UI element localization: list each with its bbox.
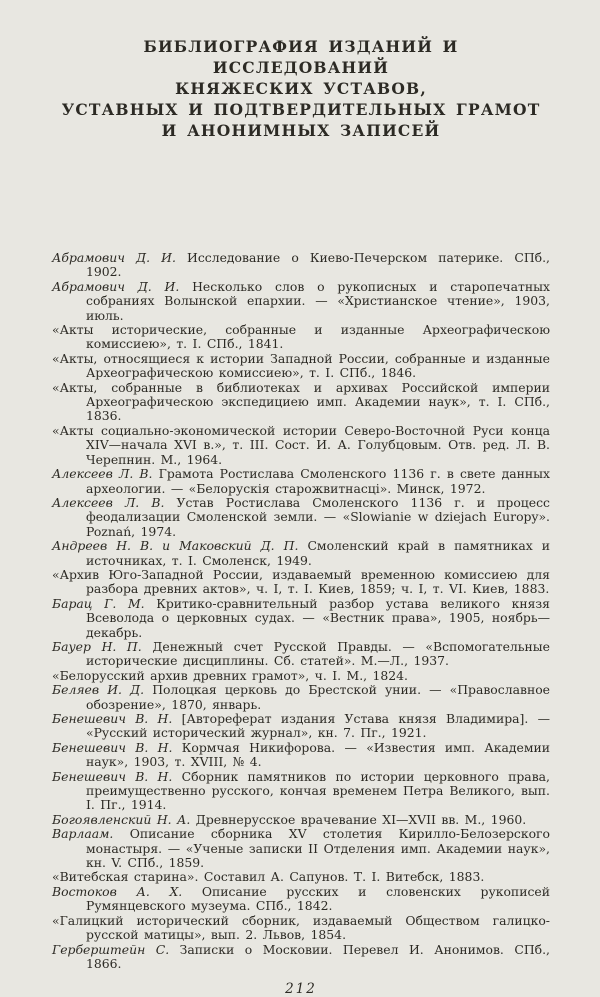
bibliography-entry — [52, 323, 550, 352]
entry-author: Бенешевич В. Н. — [52, 768, 173, 784]
entry-text: Описание русских и словенских рукописей Румянцевского музеума. СПб., 1842. — [86, 883, 550, 914]
entry-text: Описание сборника XV столетия Кирилло-Белозерского монастыря. — «Ученые записки II Отделения имп. Академии наук», кн. V. СПб., 1859. — [86, 826, 550, 871]
page-number: 212 — [285, 981, 317, 997]
bibliography-entry — [52, 352, 550, 381]
bibliography-entry — [52, 813, 550, 827]
entry-text: «Галицкий исторический сборник, издаваемый Обществом галицко-русской матицы», вып. 2. Львов, 1854. — [52, 912, 550, 943]
title-line: КНЯЖЕСКИХ УСТАВОВ, — [175, 79, 427, 98]
bibliography-entry — [52, 381, 550, 424]
entry-text: Записки о Московии. Перевел И. Анонимов. СПб., 1866. — [86, 941, 550, 971]
entry-text: Полоцкая церковь до Брестской унии. — «Православное обозрение», 1870, январь. — [86, 682, 550, 712]
entry-author: Беляев И. Д. — [52, 682, 145, 698]
bibliography-entry — [52, 943, 550, 972]
entry-author: Абрамович Д. И. — [52, 250, 176, 265]
title-line: УСТАВНЫХ И ПОДТВЕРДИТЕЛЬНЫХ ГРАМОТ — [61, 100, 541, 119]
title-line: БИБЛИОГРАФИЯ ИЗДАНИЙ И ИССЛЕДОВАНИЙ — [143, 37, 459, 77]
page-title — [52, 36, 550, 141]
entry-text: «Акты, собранные в библиотеках и архивах Российской империи Археографическою экспедициею имп. Академии наук», т. I. СПб., 1836. — [52, 379, 550, 424]
entry-text: Несколько слов о рукописных и старопечатных собраниях Волынской епархии. — «Христианское чтение», 1903, июль. — [86, 278, 550, 323]
entry-text: «Витебская старина». Составил А. Сапунов. Т. I. Витебск, 1883. — [52, 869, 485, 885]
bibliography-entry — [52, 496, 550, 539]
bibliography-entry — [52, 539, 550, 568]
entry-author: Бенешевич В. Н. — [52, 711, 173, 726]
entry-text: «Архив Юго-Западной России, издаваемый временною комиссиею для разбора древних актов», ч. I, т. I. Киев, 1859; ч. I, т. VI. Киев, 1883. — [52, 566, 550, 597]
entry-text: «Белорусский архив древних грамот», ч. I. М., 1824. — [52, 667, 408, 683]
entry-text: Грамота Ростислава Смоленского 1136 г. в свете данных археологии. — «Белорускія старожвитнасці». Минск, 1972. — [86, 466, 550, 496]
entry-text: «Акты социально-экономической истории Северо-Восточной Руси конца XIV—начала XVI в.», т. III. Сост. И. А. Голубцовым. Отв. ред. Л. В. Черепнин. М., 1964. — [52, 422, 550, 467]
entry-text: «Акты, относящиеся к истории Западной России, собранные и изданные Археографическою комиссиею», т. I. СПб., 1846. — [52, 350, 550, 381]
bibliography-entry — [52, 280, 550, 323]
entry-text: Смоленский край в памятниках и источниках, т. I. Смоленск, 1949. — [86, 538, 550, 568]
entry-author: Абрамович Д. И. — [52, 278, 180, 294]
entry-author: Богоявленский Н. А. — [52, 811, 191, 827]
entry-text: «Акты исторические, собранные и изданные Археографическою комиссиею», т. I. СПб., 1841. — [52, 322, 550, 352]
bibliography-entry — [52, 885, 550, 914]
entry-author: Андреев Н. В. и Маковский Д. П. — [52, 538, 299, 554]
bibliography-list — [52, 251, 550, 971]
entry-text: [Автореферат издания Устава князя Владимира]. — «Русский исторический журнал», кн. 7. Пг., 1921. — [86, 711, 550, 741]
bibliography-entry — [52, 770, 550, 813]
entry-author: Варлаам. — [52, 826, 114, 842]
bibliography-entry — [52, 827, 550, 870]
bibliography-entry — [52, 640, 550, 669]
bibliography-entry — [52, 424, 550, 467]
entry-author: Алексеев Л. В. — [52, 494, 165, 510]
bibliography-entry — [52, 870, 550, 884]
entry-text: Древнерусское врачевание XI—XVII вв. М., 1960. — [195, 811, 527, 827]
bibliography-entry — [52, 251, 550, 280]
entry-text: Денежный счет Русской Правды. — «Вспомогательные исторические дисциплины. Сб. статей». М.—Л., 1937. — [86, 638, 550, 669]
bibliography-entry — [52, 568, 550, 597]
entry-author: Барац Г. М. — [52, 595, 145, 611]
bibliography-entry — [52, 683, 550, 712]
entry-author: Герберштейн С. — [52, 941, 170, 957]
entry-text: Устав Ростислава Смоленского 1136 г. и процесс феодализации Смоленской земли. — «Slowianie w dziejach Europy». Poznań, 1974. — [86, 494, 550, 539]
entry-text: Сборник памятников по истории церковного права, преимущественно русского, кончая временем Петра Великого, вып. I. Пг., 1914. — [86, 768, 550, 813]
bibliography-entry — [52, 597, 550, 640]
title-line: И АНОНИМНЫХ ЗАПИСЕЙ — [161, 121, 441, 140]
entry-text: Критико-сравнительный разбор устава великого князя Всеволода о церковных судах. — «Вестник права», 1905, ноябрь—декабрь. — [86, 595, 550, 640]
entry-author: Востоков А. Х. — [52, 883, 183, 899]
bibliography-entry — [52, 914, 550, 943]
bibliography-entry — [52, 467, 550, 496]
entry-text: Исследование о Киево-Печерском патерике. СПб., 1902. — [86, 250, 550, 280]
entry-author: Алексеев Л. В. — [52, 466, 153, 482]
bibliography-entry — [52, 669, 550, 683]
bibliography-entry — [52, 741, 550, 770]
entry-text: Кормчая Никифорова. — «Известия имп. Академии наук», 1903, т. XVIII, № 4. — [86, 739, 550, 770]
bibliography-entry — [52, 712, 550, 741]
entry-author: Бенешевич В. Н. — [52, 739, 173, 755]
entry-author: Бауер Н. П. — [52, 638, 142, 654]
